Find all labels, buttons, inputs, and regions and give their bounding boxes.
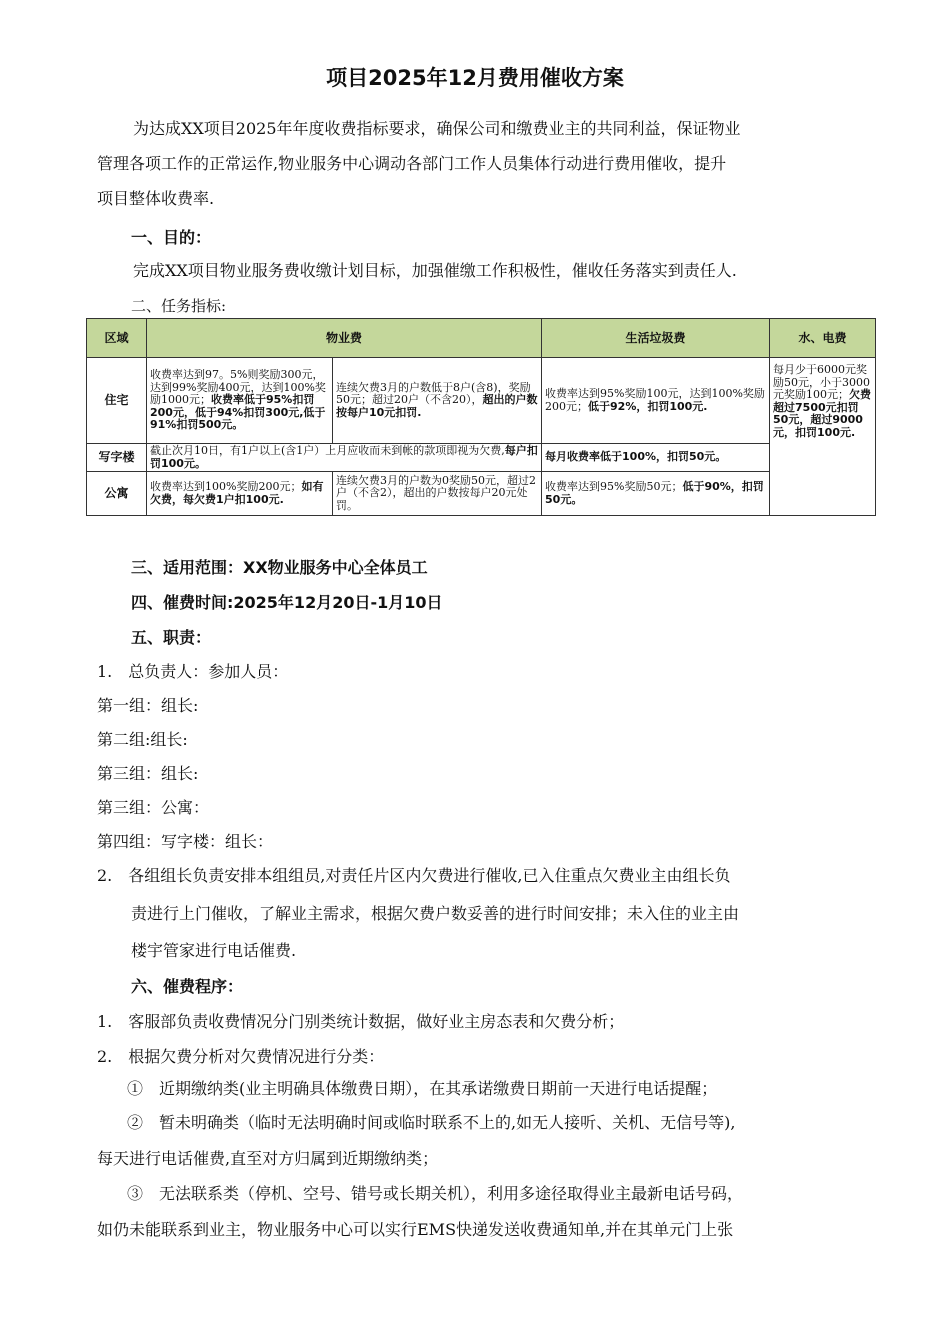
office-property-fee: 截止次月10日，有1户以上(含1户）上月应收而未到帐的款项即视为欠费,每户扣罚100元。 xyxy=(147,444,542,472)
office-garbage-fee: 每月收费率低于100%，扣罚50元。 xyxy=(542,444,770,472)
duty-item-2-line-3: 楼宇管家进行电话催费. xyxy=(131,941,297,960)
duty-group-3: 第三组：组长: xyxy=(97,764,199,783)
duty-item-1: 1. 总负责人：参加人员： xyxy=(97,662,289,681)
duty-group-1: 第一组：组长: xyxy=(97,696,199,715)
task-indicator-table xyxy=(86,318,876,516)
residential-property-fee-arrears: 连续欠费3月的户数低于8户(含8)，奖励50元；超过20户（不含20），超出的户数按每户10元扣罚. xyxy=(333,358,542,444)
header-garbage-fee: 生活垃圾费 xyxy=(542,319,770,358)
apartment-property-fee-arrears: 连续欠费3月的户数为0奖励50元，超过2户（不含2），超出的户数按每户20元处罚。 xyxy=(333,472,542,516)
duty-item-2-line-1: 2. 各组组长负责安排本组组员,对责任片区内欠费进行催收,已入住重点欠费业主由组长负 xyxy=(97,866,731,885)
procedure-item-1: 1. 客服部负责收费情况分门别类统计数据，做好业主房态表和欠费分析； xyxy=(97,1012,625,1031)
procedure-item-2: 2. 根据欠费分析对欠费情况进行分类： xyxy=(97,1047,385,1066)
intro-line-1: 为达成XX项目2025年年度收费指标要求，确保公司和缴费业主的共同利益，保证物业 xyxy=(133,119,741,138)
residential-property-fee-rate: 收费率达到97。5%则奖励300元，达到99%奖励400元，达到100%奖励1000元；收费率低于95%扣罚200元，低于94%扣罚300元,低于91%扣罚500元。 xyxy=(147,358,333,444)
utility-fee-rule: 每月少于6000元奖励50元，小于3000元奖励100元；欠费超过7500元扣罚50元，超过9000元，扣罚100元. xyxy=(770,358,876,516)
intro-line-3: 项目整体收费率. xyxy=(97,189,215,208)
intro-line-2: 管理各项工作的正常运作,物业服务中心调动各部门工作人员集体行动进行费用催收，提升 xyxy=(97,154,727,173)
table-row-apartment xyxy=(87,472,876,516)
procedure-sub-3-line-2: 如仍未能联系到业主，物业服务中心可以实行EMS快递发送收费通知单,并在其单元门上张 xyxy=(97,1220,734,1239)
apartment-property-fee-rate: 收费率达到100%奖励200元；如有欠费，每欠费1户扣100元. xyxy=(147,472,333,516)
row-label-apartment: 公寓 xyxy=(87,472,147,516)
document-title: 项目2025年12月费用催收方案 xyxy=(326,66,624,90)
apartment-garbage-fee: 收费率达到95%奖励50元；低于90%，扣罚50元。 xyxy=(542,472,770,516)
procedure-sub-2-line-1: ② 暂未明确类（临时无法明确时间或临时联系不上的,如无人接听、关机、无信号等), xyxy=(127,1113,736,1132)
duty-group-3-apartment: 第三组：公寓： xyxy=(97,798,210,817)
table-header-row xyxy=(87,319,876,358)
header-area: 区域 xyxy=(87,319,147,358)
procedure-sub-1: ① 近期缴纳类(业主明确具体缴费日期），在其承诺缴费日期前一天进行电话提醒； xyxy=(127,1079,718,1098)
row-label-residential: 住宅 xyxy=(87,358,147,444)
section-4-heading: 四、催费时间:2025年12月20日-1月10日 xyxy=(131,593,443,612)
procedure-sub-2-line-2: 每天进行电话催费,直至对方归属到近期缴纳类； xyxy=(97,1149,439,1168)
header-property-fee: 物业费 xyxy=(147,319,542,358)
duty-group-2: 第二组:组长: xyxy=(97,730,188,749)
section-3-heading: 三、适用范围：XX物业服务中心全体员工 xyxy=(131,558,428,577)
section-1-text: 完成XX项目物业服务费收缴计划目标，加强催缴工作积极性，催收任务落实到责任人. xyxy=(133,261,737,280)
row-label-office: 写字楼 xyxy=(87,444,147,472)
table-row-office xyxy=(87,444,876,472)
duty-item-2-line-2: 责进行上门催收，了解业主需求，根据欠费户数妥善的进行时间安排；未入住的业主由 xyxy=(131,904,740,923)
duty-group-4: 第四组：写字楼：组长： xyxy=(97,832,274,851)
procedure-sub-3-line-1: ③ 无法联系类（停机、空号、错号或长期关机），利用多途径取得业主最新电话号码， xyxy=(127,1184,744,1203)
section-6-heading: 六、催费程序： xyxy=(131,977,244,996)
table-row-residential xyxy=(87,358,876,444)
section-1-heading: 一、目的： xyxy=(131,228,212,247)
section-5-heading: 五、职责： xyxy=(131,628,212,647)
header-utility-fee: 水、电费 xyxy=(770,319,876,358)
section-2-heading: 二、任务指标: xyxy=(131,297,227,315)
residential-garbage-fee: 收费率达到95%奖励100元，达到100%奖励200元；低于92%，扣罚100元. xyxy=(542,358,770,444)
